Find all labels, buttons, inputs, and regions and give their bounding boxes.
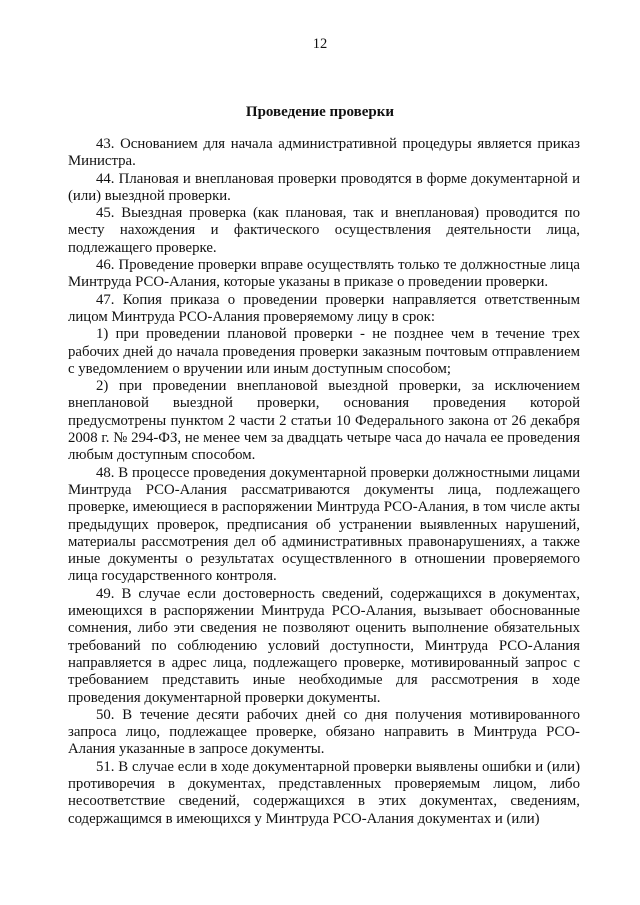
- paragraph-47-item-2: 2) при проведении внеплановой выездной проверки, за исключением внеплановой выездной проверки, основания проведения которой предусмотрены пунктом 2 части 2 статьи 10 Федерального закона от 26 декабря 2008 г. № 294-ФЗ, не менее чем за двадцать четыре часа до начала ее проведения любым доступным способом.: [68, 378, 580, 464]
- paragraph-45: 45. Выездная проверка (как плановая, так и внеплановая) проводится по месту нахождения и фактического осуществления деятельности лица, подлежащего проверке.: [68, 205, 580, 256]
- paragraph-46: 46. Проведение проверки вправе осуществлять только те должностные лица Минтруда РСО-Алания, которые указаны в приказе о проведении проверки.: [68, 257, 580, 291]
- paragraph-47-item-1: 1) при проведении плановой проверки - не позднее чем в течение трех рабочих дней до начала проведения проверки заказным почтовым отправлением с уведомлением о вручении или иным доступным способом;: [68, 326, 580, 377]
- paragraph-50: 50. В течение десяти рабочих дней со дня получения мотивированного запроса лицо, подлежащее проверке, обязано направить в Минтруда РСО-Алания указанные в запросе документы.: [68, 706, 580, 758]
- paragraph-44: 44. Плановая и внеплановая проверки проводятся в форме документарной и (или) выездной проверки.: [68, 170, 580, 204]
- page-number: 12: [312, 36, 328, 52]
- paragraph-43: 43. Основанием для начала административной процедуры является приказ Министра.: [68, 136, 580, 170]
- section-title: Проведение проверки: [245, 104, 395, 120]
- paragraph-51: 51. В случае если в ходе документарной проверки выявлены ошибки и (или) противоречия в документах, представленных проверяемым лицом, либо несоответствие сведений, содержащихся в этих документах, сведениям, содержащимся в имеющихся у Минтруда РСО-Алания документах и (или): [68, 758, 580, 827]
- paragraph-48: 48. В процессе проведения документарной проверки должностными лицами Минтруда РСО-Алания рассматриваются документы лица, подлежащего проверке, имеющиеся в распоряжении Минтруда РСО-Алания, в том числе акты предыдущих проверок, предписания об устранении выявленных нарушений, материалы рассмотрения дел об административных правонарушениях, а также иные документы о результатах осуществленного в отношении проверяемого лица государственного контроля.: [68, 464, 580, 585]
- paragraph-47: 47. Копия приказа о проведении проверки направляется ответственным лицом Минтруда РСО-Алания проверяемому лицу в срок:: [68, 291, 580, 325]
- document-body: [68, 136, 580, 828]
- paragraph-49: 49. В случае если достоверность сведений, содержащихся в документах, имеющихся в распоряжении Минтруда РСО-Алания, вызывает обоснованные сомнения, либо эти сведения не позволяют оценить выполнение обязательных требований по соблюдению условий доступности, Минтруда РСО-Алания направляется в адрес лица, подлежащего проверке, мотивированный запрос с требованием представить иные необходимые для рассмотрения в ходе проведения документарной проверки документы.: [68, 585, 580, 706]
